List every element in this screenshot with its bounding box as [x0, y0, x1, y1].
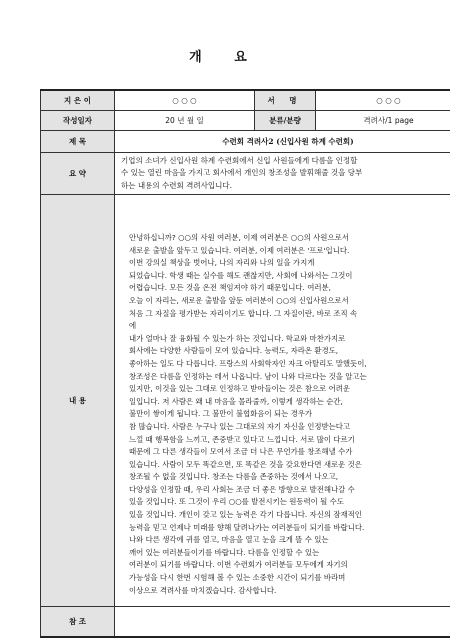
author-value: ○ ○ ○: [115, 90, 255, 110]
content-line: 일입니다. 저 사람은 왜 내 마음을 몰라줄까, 이렇게 생각하는 순간,: [129, 396, 450, 409]
content-cell: [115, 195, 450, 607]
summary-label: 요 약: [41, 152, 115, 195]
date-row: [41, 110, 450, 130]
content-line: 때문에 그 다른 생각들이 모여서 조금 더 나은 무언가를 창조해낼 수가: [129, 446, 450, 459]
summary-text: [115, 152, 450, 195]
date-value: 20 년 월 일: [115, 110, 255, 130]
reference-row: [41, 607, 450, 637]
content-line: 가능성을 다시 한번 시험해 볼 수 있는 소중한 시간이 되기를 바라며: [129, 572, 450, 585]
summary-line: 기업의 소녀가 신입사원 하계 수련회에서 신입 사원들에게 다름을 인정할: [121, 155, 450, 168]
author-row: [41, 90, 450, 110]
content-body: [115, 195, 450, 597]
content-line: 오늘 이 자리는, 새로운 출발을 앞둔 여러분이 ○○의 신입사원으로서: [129, 295, 450, 308]
subject-row: [41, 130, 450, 152]
content-line: 나와 다른 생각에 귀를 열고, 마음을 열고 눈을 크게 뜰 수 있는: [129, 534, 450, 547]
content-line: 처음 그 자질을 평가받는 자리이기도 합니다. 그 자질이란, 바로 조직 속: [129, 308, 450, 321]
content-line: 내가 얼마나 잘 융화될 수 있는가 하는 것입니다. 학교와 마찬가지로: [129, 333, 450, 346]
content-line: 참 많습니다. 사람은 누구나 있는 그대로의 자기 자신을 인정받는다고: [129, 421, 450, 434]
content-line: 능력을 믿고 언제나 미래를 향해 달려나가는 여러분들이 되기를 바랍니다.: [129, 522, 450, 535]
content-line: 다양성을 인정할 때, 우리 사회는 조금 더 좋은 방향으로 발전해나갈 수: [129, 484, 450, 497]
summary-row: [41, 152, 450, 195]
document-form: [40, 89, 450, 638]
category-label: 분류/분량: [255, 110, 316, 130]
date-label: 작성일자: [41, 110, 115, 130]
content-line: 이상으로 격려사를 마치겠습니다. 감사합니다.: [129, 585, 450, 598]
content-row: [41, 195, 450, 607]
content-line: 여러분이 되기를 바랍니다. 이번 수련회가 여러분들 모두에게 자기의: [129, 559, 450, 572]
content-line: 깨어 있는 여러분들이기를 바랍니다. 다름을 인정할 수 있는: [129, 547, 450, 560]
content-line: 불만이 쌓이게 됩니다. 그 불만이 불협화음이 되는 경우가: [129, 408, 450, 421]
signature-value: ○ ○ ○: [316, 90, 450, 110]
content-line: 있을 것입니다. 또 그것이 우리 ○○를 발전시키는 원동력이 될 수도: [129, 496, 450, 509]
content-line: 있습니다. 사람이 모두 똑같으면, 또 똑같은 것을 갖요한다면 새로운 것은: [129, 459, 450, 472]
content-line: 새로운 출발을 앞두고 있습니다. 여러분, 이제 여러분은 '프로'입니다.: [129, 245, 450, 258]
content-line: 이번 강의실 책상을 벗어나, 나의 자리와 나의 일을 가지게: [129, 257, 450, 270]
page-title: 개 요: [0, 46, 450, 65]
content-line: 에: [129, 320, 450, 333]
content-line: 좋아하는 일도 다 다릅니다. 프랑스의 사회학자인 자크 아탈리도 말했듯이,: [129, 358, 450, 371]
content-line: 되었습니다. 학생 때는 실수를 해도 괜찮지만, 사회에 나와서는 그것이: [129, 270, 450, 283]
signature-label: 서 명: [255, 90, 316, 110]
content-line: 어렵습니다. 모든 것을 온전 책임져야 하기 때문입니다. 여러분,: [129, 282, 450, 295]
content-line: 창조성은 다름을 인정하는 데서 나옵니다. 남이 나와 다르다는 것을 알고는: [129, 371, 450, 384]
author-label: 지 은 이: [41, 90, 115, 110]
content-line: 안녕하십니까? ○○의 사원 여러분, 이제 여러분은 ○○의 사원으로서: [129, 232, 450, 245]
content-line: 있지만, 이것을 있는 그대로 인정하고 받아들이는 것은 참으로 어려운: [129, 383, 450, 396]
summary-line: 하는 내용의 수련회 격려사입니다.: [121, 180, 450, 193]
content-line: 회사에는 다양한 사람들이 모여 있습니다. 능력도, 자라온 환경도,: [129, 345, 450, 358]
subject-label: 제 목: [41, 130, 115, 152]
reference-value: [115, 607, 450, 637]
content-line: 있을 것입니다. 개인이 갖고 있는 능력은 각기 다릅니다. 자신의 잠재적인: [129, 509, 450, 522]
content-line: 느낄 때 행복함을 느끼고, 존중받고 있다고 느낍니다. 서로 많이 다르기: [129, 434, 450, 447]
content-line: 창조될 수 없을 것입니다. 창조는 다름을 존중하는 것에서 나오고,: [129, 471, 450, 484]
category-value: 격려사/1 page: [316, 110, 450, 130]
subject-value: 수련회 격려사2 (신입사원 하계 수련회): [115, 130, 450, 152]
reference-label: 참 조: [41, 607, 115, 637]
summary-line: 수 있는 열린 마음을 가지고 회사에서 개인의 창조성을 발휘해줄 것을 당부: [121, 167, 450, 180]
content-label: 내 용: [41, 195, 115, 607]
